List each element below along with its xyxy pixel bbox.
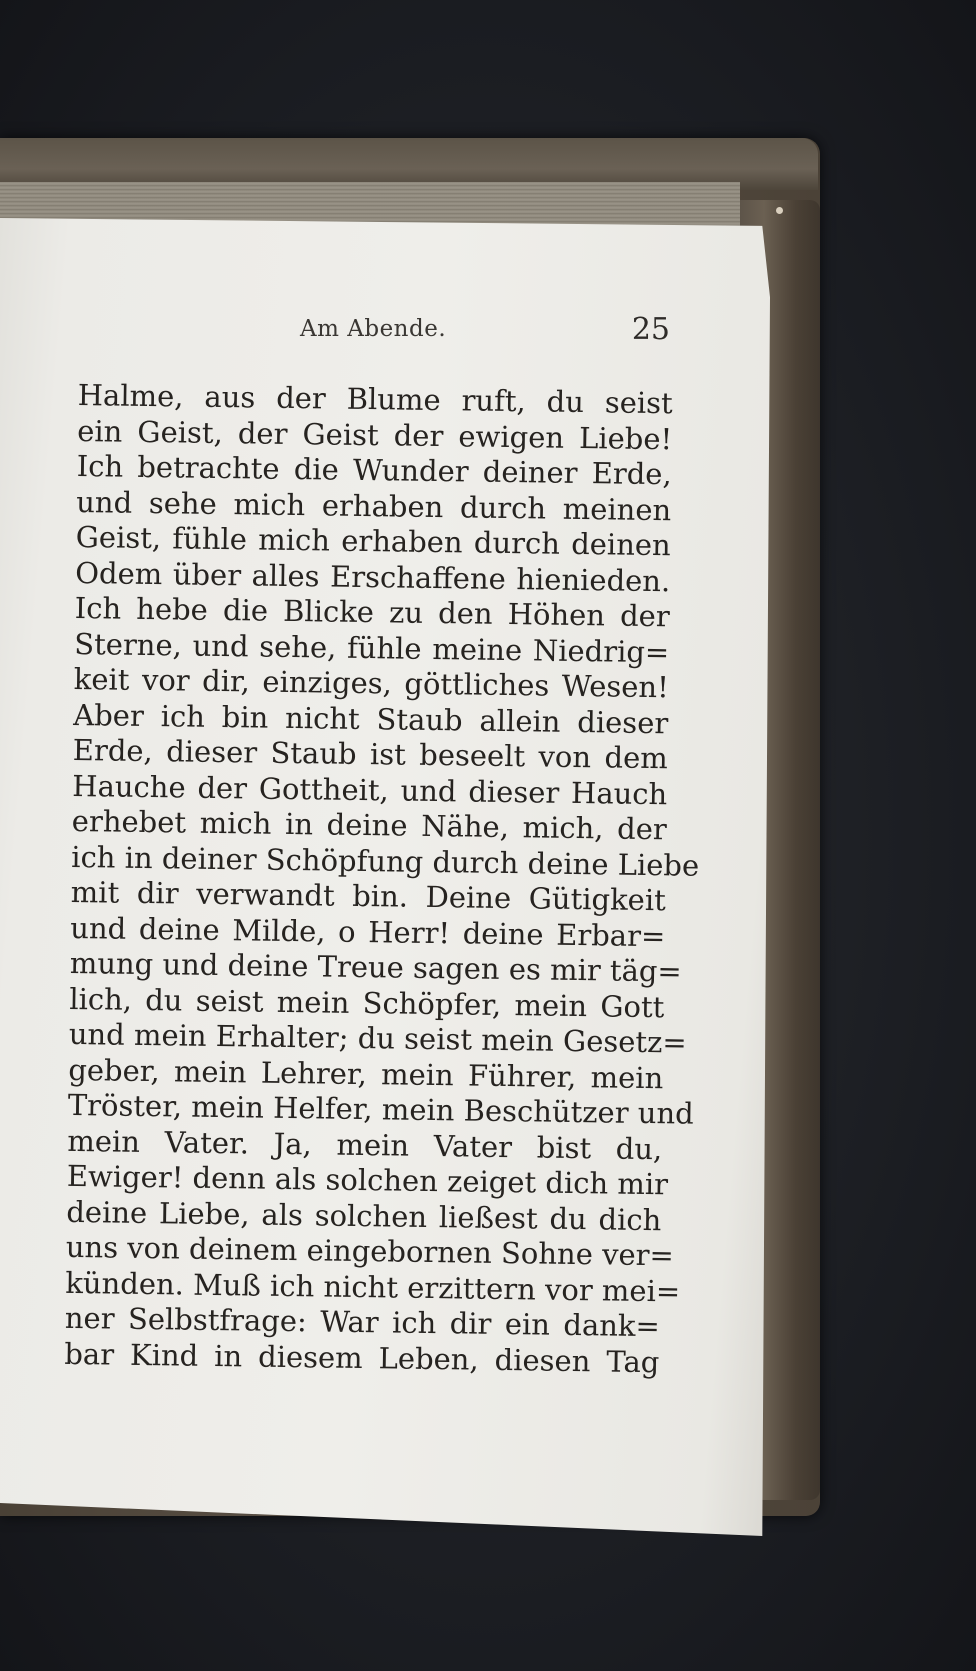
text-line: ner Selbstfrage: War ich dir ein dank=	[64, 1300, 661, 1344]
text-line: Tröster, mein Helfer, mein Beschützer und	[67, 1087, 694, 1131]
text-line: Ich betrachte die Wunder deiner Erde,	[76, 448, 672, 492]
text-line: Hauche der Gottheit, und dieser Hauch	[72, 768, 668, 811]
text-line: und sehe mich erhaben durch meinen	[76, 484, 672, 527]
text-line: Odem über alles Erschaffene hienieden.	[75, 555, 671, 598]
text-line: deine Liebe, als solchen ließest du dich	[66, 1194, 662, 1237]
text-line: mung und deine Treue sagen es mir täg=	[69, 945, 682, 989]
text-line: Aber ich bin nicht Staub allein dieser	[73, 697, 669, 740]
body-text	[64, 378, 700, 1380]
text-line: Geist, fühle mich erhaben durch deinen	[75, 519, 671, 563]
text-line: Ich hebe die Blicke zu den Höhen der	[74, 590, 670, 634]
text-line: Ewiger! denn als solchen zeiget dich mir	[66, 1158, 669, 1202]
text-line: ein Geist, der Geist der ewigen Liebe!	[77, 413, 673, 456]
text-line: ich in deiner Schöpfung durch deine Liebe	[71, 839, 700, 883]
running-title: Am Abende.	[300, 316, 447, 342]
text-line: Sterne, und sehe, fühle meine Niedrig=	[74, 626, 670, 669]
cover-speck	[776, 207, 783, 214]
text-line: künden. Muß ich nicht erzittern vor mei=	[65, 1265, 681, 1308]
text-line: mit dir verwandt bin. Deine Gütigkeit	[70, 874, 667, 918]
text-line: und deine Milde, o Herr! deine Erbar=	[70, 910, 666, 953]
text-line: erhebet mich in deine Nähe, mich, der	[71, 803, 667, 847]
text-line: lich, du seist mein Schöpfer, mein Gott	[69, 981, 665, 1024]
text-line: geber, mein Lehrer, mein Führer, mein	[68, 1052, 664, 1095]
text-line: keit vor dir, einziges, göttliches Wesen!	[73, 661, 669, 705]
page-header	[70, 312, 670, 352]
text-line: und mein Erhalter; du seist mein Gesetz=	[68, 1016, 687, 1060]
text-line: Halme, aus der Blume ruft, du seist	[77, 378, 673, 421]
text-line: bar Kind in diesem Leben, diesen Tag	[64, 1336, 660, 1379]
text-line: uns von deinem eingebornen Sohne ver=	[65, 1229, 675, 1273]
text-line: Erde, dieser Staub ist beseelt von dem	[72, 732, 668, 776]
text-line: mein Vater. Ja, mein Vater bist du,	[67, 1123, 663, 1166]
page-number: 25	[631, 312, 670, 347]
